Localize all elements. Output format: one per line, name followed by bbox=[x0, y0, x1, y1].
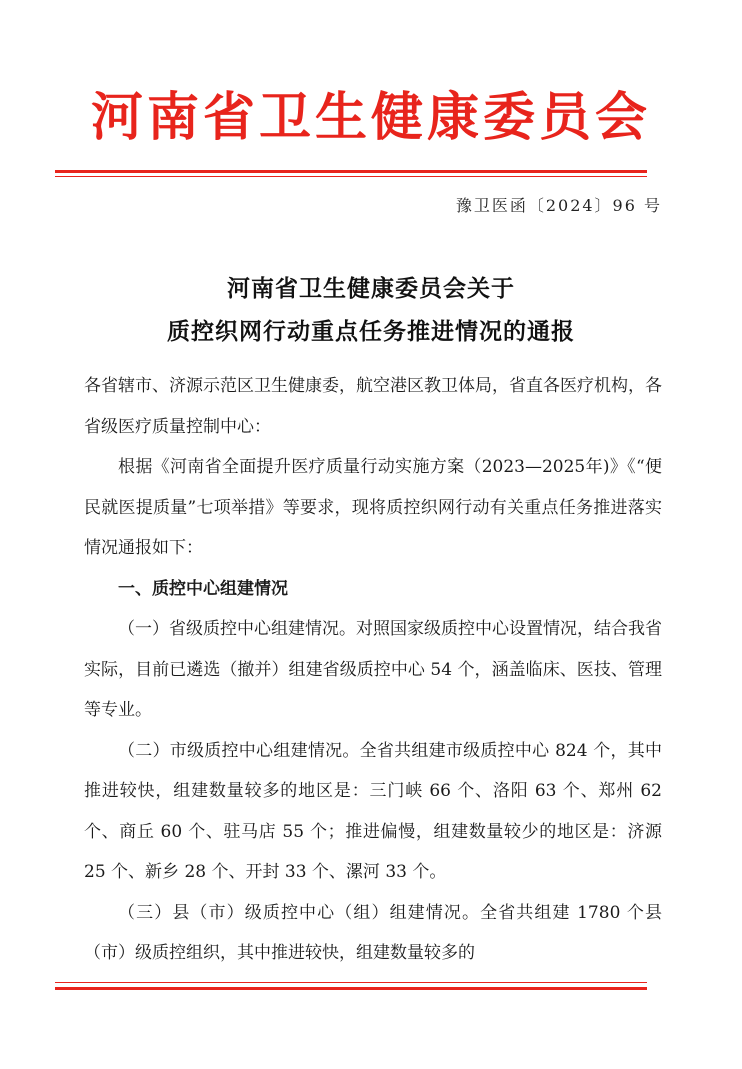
document-number: 豫卫医函〔2024〕96 号 bbox=[455, 196, 662, 215]
footer-rule-thick bbox=[55, 987, 647, 990]
document-title-line-1: 河南省卫生健康委员会关于 bbox=[227, 275, 515, 302]
issuer-masthead: 河南省卫生健康委员会 bbox=[90, 87, 651, 148]
provincial-centers-paragraph: （一）省级质控中心组建情况。对照国家级质控中心设置情况，结合我省实际，目前已遴选（撤并）组建省级质控中心 54 个，涵盖临床、医技、管理等专业。 bbox=[84, 619, 662, 720]
county-centers-paragraph: （三）县（市）级质控中心（组）组建情况。全省共组建 1780 个县（市）级质控组织，其中推进较快，组建数量较多的 bbox=[84, 902, 662, 963]
masthead-rule-thick bbox=[55, 170, 647, 173]
intro-paragraph: 根据《河南省全面提升医疗质量行动实施方案（2023—2025年)》《“便民就医提质量”七项举措》等要求，现将质控织网行动有关重点任务推进落实情况通报如下： bbox=[84, 457, 662, 558]
footer-rule-thin bbox=[55, 982, 647, 983]
masthead-rule-thin bbox=[55, 176, 647, 177]
section-1-heading: 一、质控中心组建情况 bbox=[118, 578, 288, 599]
city-centers-paragraph: （二）市级质控中心组建情况。全省共组建市级质控中心 824 个，其中推进较快，组建数量较多的地区是：三门峡 66 个、洛阳 63 个、郑州 62 个、商丘 60 个、驻马店 55 个；推进偏慢，组建数量较少的地区是：济源 25 个、新乡 28 个、开封 33 个、漯河 33 个。 bbox=[84, 740, 662, 882]
salutation: 各省辖市、济源示范区卫生健康委，航空港区教卫体局，省直各医疗机构，各省级医疗质量控制中心： bbox=[84, 376, 662, 437]
document-title-line-2: 质控织网行动重点任务推进情况的通报 bbox=[167, 318, 575, 345]
document-body bbox=[84, 366, 662, 974]
